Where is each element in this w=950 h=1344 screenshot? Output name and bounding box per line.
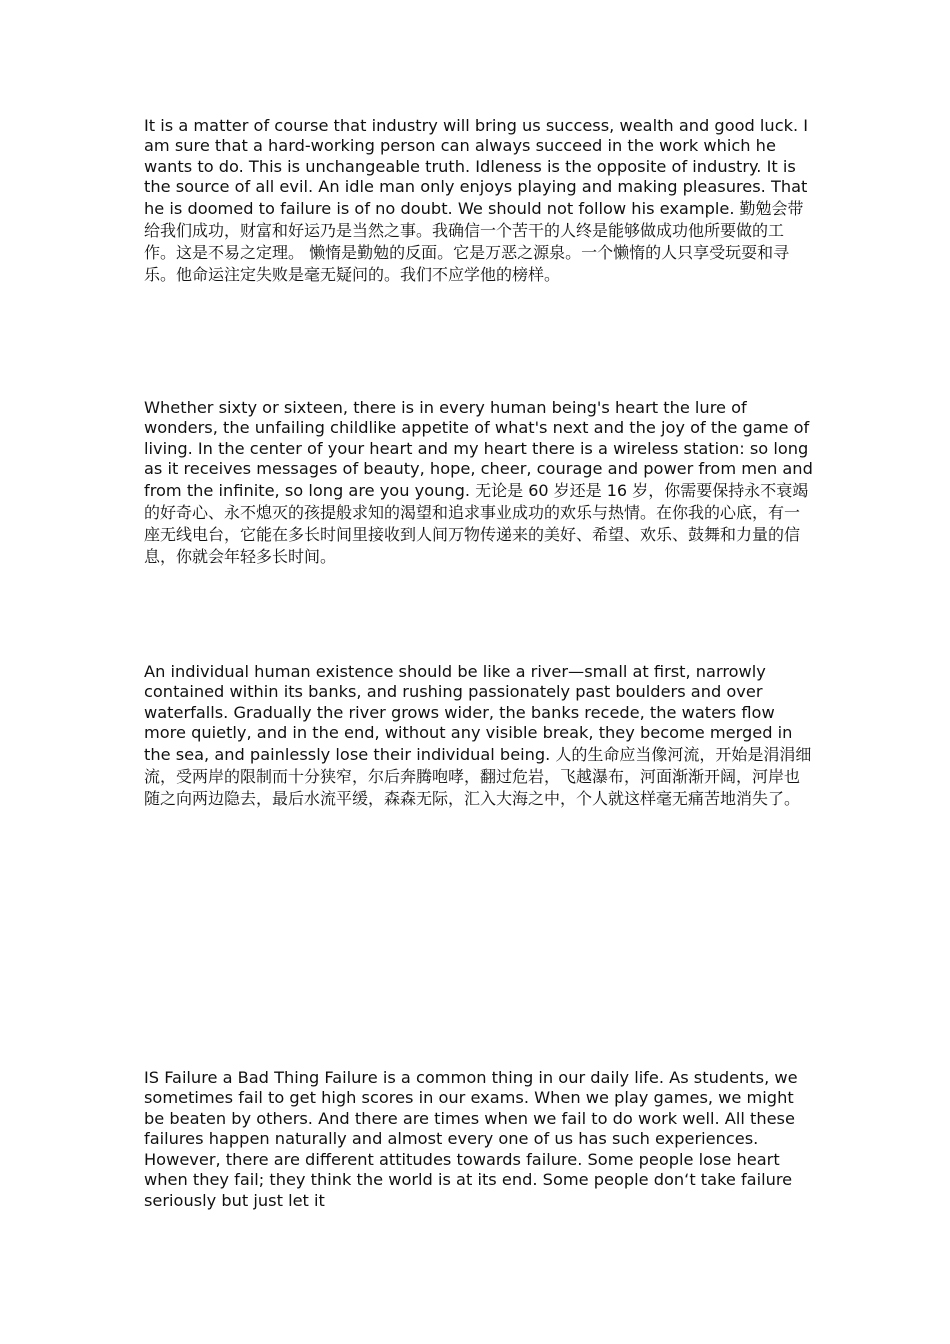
paragraph-english-text: It is a matter of course that industry will bring us success, wealth and good luck. I am sure that a hard-working person can always succeed in the work which he wants to do. This is unchangeable truth. Idleness is the opposite of industry. It is the source of all evil. An idle man only enjoys playing and making pleasures. That he is doomed to failure is of no doubt. We should not follow his example. <box>144 116 809 218</box>
paragraph-chinese-text: 勤勉会带给我们成功，财富和好运乃是当然之事。我确信一个苦干的人终是能够做成功他所要做的工作。这是不易之定理。 懒惰是勤勉的反面。它是万恶之源泉。一个懒惰的人只享受玩耍和寻乐。他命运注定失败是毫无疑问的。我们不应学他的榜样。 <box>144 198 804 284</box>
paragraph-english-text: Whether sixty or sixteen, there is in every human being's heart the lure of wonders, the unfailing childlike appetite of what's next and the joy of the game of living. In the center of your heart and my heart there is a wireless station: so long as it receives messages of beauty, hope, cheer, courage and power from men and from the infinite, so long are you young. <box>144 398 813 500</box>
paragraph-industry <box>144 116 814 286</box>
paragraph-chinese-text: 人的生命应当像河流，开始是涓涓细流，受两岸的限制而十分狭窄，尔后奔腾咆哮，翻过危岩，飞越瀑布，河面渐渐开阔，河岸也随之向两边隐去，最后水流平缓，森森无际，汇入大海之中，个人就这样毫无痛苦地消失了。 <box>144 744 812 808</box>
paragraph-chinese-text: 无论是 60 岁还是 16 岁，你需要保持永不衰竭的好奇心、永不熄灭的孩提般求知的渴望和追求事业成功的欢乐与热情。在你我的心底，有一座无线电台，它能在多长时间里接收到人间万物传递来的美好、希望、欢乐、鼓舞和力量的信息，你就会年轻多长时间。 <box>144 480 809 566</box>
paragraph-failure <box>144 1068 814 1212</box>
paragraph-river <box>144 662 814 810</box>
paragraph-english-text: IS Failure a Bad Thing Failure is a common thing in our daily life. As students, we sometimes fail to get high scores in our exams. When we play games, we might be beaten by others. And there are times when we fail to do work well. All these failures happen naturally and almost every one of us has such experiences. However, there are different attitudes towards failure. Some people lose heart when they fail; they think the world is at its end. Some people don‘t take failure seriously but just let it <box>144 1068 798 1211</box>
paragraph-youth <box>144 398 814 568</box>
paragraph-english-text: An individual human existence should be like a river—small at first, narrowly contained within its banks, and rushing passionately past boulders and over waterfalls. Gradually the river grows wider, the banks recede, the waters flow more quietly, and in the end, without any visible break, they become merged in the sea, and painlessly lose their individual being. <box>144 662 793 764</box>
